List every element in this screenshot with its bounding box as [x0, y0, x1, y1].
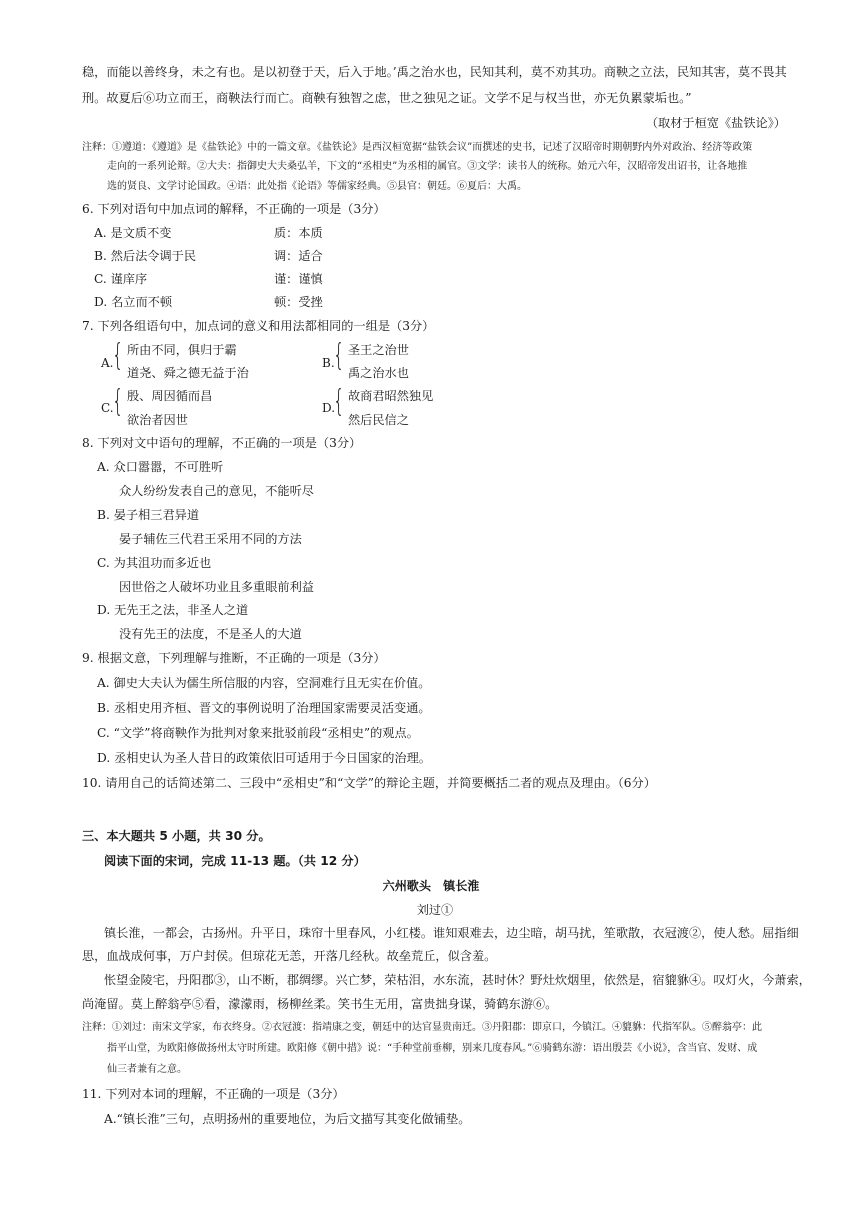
poem-title: 六州歌头 镇长淮	[382, 879, 480, 893]
q9-option-a: A. 御史大夫认为儒生所信服的内容，空洞难行且无实在价值。	[97, 676, 431, 690]
q7-group-b-label: B.	[322, 356, 335, 370]
q7-group-b-line2: 禹之治水也	[348, 366, 409, 380]
poem-note-line-2: 指平山堂，为欧阳修做扬州太守时所建。欧阳修《朝中措》说：“手种堂前垂柳，别来几度春风。”⑥骑鹤东游：语出殷芸《小说》，含当官、发财、成	[107, 1043, 758, 1054]
q9-option-c: C. “文学”将商鞅作为批判对象来批驳前段“丞相史”的观点。	[97, 726, 419, 740]
q8-explain-a: 众人纷纷发表自己的意见，不能听尽	[119, 484, 314, 498]
passage-source: （取材于桓宽《盐铁论》）	[645, 116, 786, 130]
section3-intro: 阅读下面的宋词，完成 11-13 题。（共 12 分）	[104, 854, 366, 868]
q6-gloss-a: 质：本质	[274, 226, 323, 240]
q6-option-d: D. 名立而不顿	[94, 295, 173, 309]
q6-option-b: B. 然后法令调于民	[94, 249, 197, 263]
note-line-3: 选的贤良、文学讨论国政。④语：此处指《论语》等儒家经典。⑤县官：朝廷。⑥夏后：大禹。	[107, 181, 527, 192]
q7-group-c-line1: 殷、周因循而昌	[127, 389, 213, 403]
q7-group-a-brace: {	[112, 338, 124, 373]
poem-line-4: 尚淹留。莫上醉翁亭⑤看，濛濛雨，杨柳丝柔。笑书生无用，富贵拙身谋，骑鹤东游⑥。	[82, 997, 558, 1011]
passage-line-1: 稳，而能以善终身，未之有也。是以初登于天，后入于地。’禹之治水也，民知其利，莫不劝其功。商鞅之立法，民知其害，莫不畏其	[82, 65, 787, 79]
q7-group-c-label: C.	[101, 401, 114, 415]
poem-note-line-1: 注释：①刘过：南宋文学家，布衣终身。②衣冠渡：指靖康之变，朝廷中的达官显贵南迁。③丹阳郡：即京口，今镇江。④貔貅：代指军队。⑤醉翁亭：此	[82, 1022, 762, 1033]
q6-option-a: A. 是文质不变	[94, 226, 172, 240]
q8-explain-d: 没有先王的法度，不是圣人的大道	[119, 627, 302, 641]
q7-stem: 7. 下列各组语句中，加点词的意义和用法都相同的一组是（3分）	[82, 319, 435, 333]
poem-line-1: 镇长淮，一都会，古扬州。升平日，珠帘十里春风，小红楼。谁知艰难去，边尘暗，胡马扰，笙歌散，衣冠渡②，使人愁。屈指细	[104, 926, 799, 940]
q7-group-b-line1: 圣王之治世	[348, 343, 409, 357]
q8-stem: 8. 下列对文中语句的理解，不正确的一项是（3分）	[82, 436, 362, 450]
poem-note-line-3: 仙三者兼有之意。	[107, 1064, 187, 1075]
q8-option-a: A. 众口嚣嚣，不可胜听	[97, 460, 224, 474]
poem-line-2: 思，血战成何事，万户封侯。但琼花无恙，开落几经秋。故垒荒丘，似含羞。	[82, 949, 497, 963]
q7-group-c-line2: 欲治者因世	[127, 413, 188, 427]
poem-line-3: 怅望金陵宅，丹阳郡③，山不断，郡绸缪。兴亡梦，荣枯泪，水东流，甚时休？野灶炊烟里，依然是，宿貔貅④。叹灯火，今萧索，	[104, 973, 811, 987]
q8-option-c: C. 为其沮功而多近也	[97, 556, 212, 570]
q7-group-d-label: D.	[322, 401, 336, 415]
q7-group-d-brace: {	[333, 384, 345, 419]
q9-option-d: D. 丞相史认为圣人昔日的政策依旧可适用于今日国家的治理。	[97, 751, 431, 765]
passage-line-2: 刑。故夏后⑥功立而王，商鞅法行而亡。商鞅有独智之虑，世之独见之证。文学不足与权当世，亦无负累蒙垢也。”	[82, 91, 692, 105]
q6-stem: 6. 下列对语句中加点词的解释，不正确的一项是（3分）	[82, 202, 386, 216]
q6-gloss-c: 谨：谨慎	[274, 272, 323, 286]
q7-group-d-line2: 然后民信之	[348, 413, 409, 427]
q10-stem: 10. 请用自己的话简述第二、三段中“丞相史”和“文学”的辩论主题，并简要概括二者的观点及理由。（6分）	[82, 776, 656, 790]
q7-group-c-brace: {	[112, 384, 124, 419]
poem-author: 刘过①	[416, 903, 454, 917]
q9-option-b: B. 丞相史用齐桓、晋文的事例说明了治理国家需要灵活变通。	[97, 701, 431, 715]
section3-heading: 三、本大题共 5 小题，共 30 分。	[82, 829, 271, 843]
q8-option-b: B. 晏子相三君异道	[97, 508, 200, 522]
q7-group-d-line1: 故商君昭然独见	[348, 389, 434, 403]
q9-stem: 9. 根据文意，下列理解与推断，不正确的一项是（3分）	[82, 651, 386, 665]
q7-group-b-brace: {	[333, 338, 345, 373]
q8-option-d: D. 无先王之法，非圣人之道	[97, 603, 249, 617]
note-line-1: 注释：①遵道：《遵道》是《盐铁论》中的一篇文章。《盐铁论》是西汉桓宽据“盐铁会议”而撰述的史书，记述了汉昭帝时期朝野内外对政治、经济等政策	[82, 142, 753, 153]
q7-group-a-line2: 道尧、舜之德无益于治	[127, 366, 249, 380]
q6-gloss-b: 调：适合	[274, 249, 323, 263]
q8-explain-b: 晏子辅佐三代君王采用不同的方法	[119, 532, 302, 546]
note-line-2: 走向的一系列论辩。②大夫：指御史大夫桑弘羊，下文的“丞相史”为丞相的属官。③文学：读书人的统称。始元六年，汉昭帝发出诏书，让各地推	[107, 161, 748, 172]
q6-option-c: C. 谨庠序	[94, 272, 148, 286]
q11-stem: 11. 下列对本词的理解，不正确的一项是（3分）	[82, 1087, 345, 1101]
q7-group-a-label: A.	[101, 356, 114, 370]
q6-gloss-d: 顿：受挫	[274, 295, 323, 309]
q11-option-a: A.“镇长淮”三句，点明扬州的重要地位，为后文描写其变化做铺垫。	[104, 1112, 471, 1126]
q8-explain-c: 因世俗之人破坏功业且多重眼前利益	[119, 580, 314, 594]
q7-group-a-line1: 所由不同，俱归于霸	[127, 343, 237, 357]
